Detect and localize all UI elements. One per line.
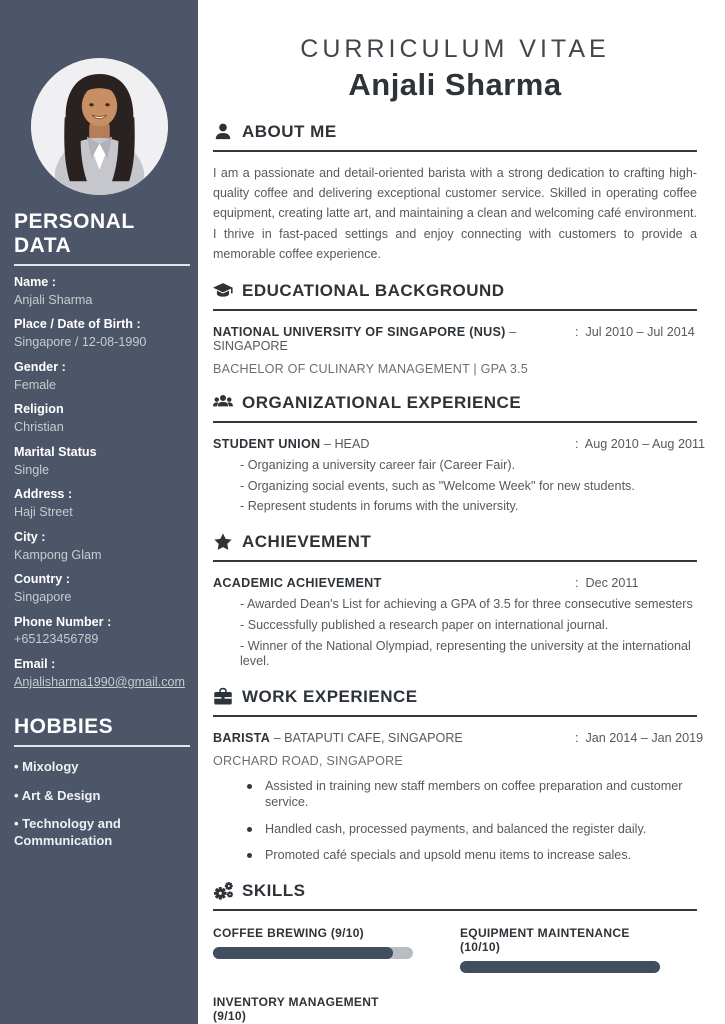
field-gender [14, 360, 190, 393]
bullet-item: - Represent students in forums with the university. [240, 499, 519, 514]
section-header [213, 532, 697, 562]
bullet-list [213, 779, 697, 864]
achievement-name: ACADEMIC ACHIEVEMENT [213, 576, 382, 591]
bullet-item [247, 779, 697, 810]
hobby-item: • Mixology [14, 759, 190, 776]
field-value: Female [14, 377, 56, 392]
bullet-item: - Successfully published a research paper on international journal. [240, 617, 609, 632]
email-link[interactable]: Anjalisharma1990@gmail.com [14, 674, 185, 689]
field-value: Haji Street [14, 505, 73, 520]
bullet-dot [247, 784, 252, 789]
field-birth [14, 317, 190, 350]
field-country [14, 572, 190, 605]
sidebar [0, 0, 198, 1024]
section-organizational [213, 393, 706, 515]
field-label: Country : [14, 572, 70, 587]
avatar [31, 58, 168, 195]
field-name [14, 275, 190, 308]
field-email [14, 657, 190, 690]
section-header [213, 281, 697, 311]
section-title: ORGANIZATIONAL EXPERIENCE [242, 393, 522, 412]
sidebar-divider [14, 264, 190, 266]
field-value: Single [14, 462, 50, 477]
skills-grid [213, 926, 697, 1024]
skill-label: INVENTORY MANAGEMENT (9/10) [213, 995, 379, 1024]
field-value: Anjali Sharma [14, 292, 93, 307]
field-phone [14, 615, 190, 648]
field-marital-status [14, 445, 190, 478]
skill-equipment-maintenance [460, 926, 660, 973]
field-value: Christian [14, 420, 64, 435]
hobby-item: • Art & Design [14, 788, 190, 805]
work-entry [213, 731, 704, 746]
field-value: Singapore [14, 590, 72, 605]
bullet-list [213, 458, 697, 515]
skill-bar-track [460, 961, 660, 973]
organizational-entry [213, 437, 706, 451]
personal-data-title: PERSONAL DATA [14, 210, 135, 257]
job-title: BARISTA [213, 731, 271, 746]
sidebar-divider [14, 745, 190, 747]
section-work [213, 687, 704, 864]
main-content [198, 0, 725, 1024]
skill-label: EQUIPMENT MAINTENANCE (10/10) [460, 926, 630, 955]
document-title: CURRICULUM VITAE [300, 35, 610, 63]
field-label: Email : [14, 657, 56, 672]
section-title: SKILLS [242, 881, 306, 901]
section-title: WORK EXPERIENCE [242, 687, 418, 707]
entry-org [213, 437, 369, 451]
bullet-item: - Organizing social events, such as "Welcome Week" for new students. [240, 478, 635, 493]
employer-name: – BATAPUTI CAFE, SINGAPORE [270, 731, 463, 746]
entry-date: : Jul 2010 – Jul 2014 [575, 325, 695, 339]
graduation-cap-icon [213, 281, 233, 301]
achievement-entry [213, 576, 697, 590]
bullet-item [247, 822, 697, 838]
entry-org [213, 731, 463, 745]
field-label: City : [14, 529, 46, 544]
entry-date: : Aug 2010 – Aug 2011 [575, 437, 706, 451]
field-label: Gender : [14, 359, 66, 374]
bullet-item: - Awarded Dean's List for achieving a GPA of 3.5 for three consecutive semesters [240, 597, 693, 612]
hobby-item: • Technology and Communication [14, 816, 190, 850]
org-location: – SINGAPORE [213, 325, 517, 353]
user-icon [213, 122, 233, 142]
entry-org [213, 576, 382, 590]
skill-coffee-brewing [213, 926, 413, 973]
bullet-list [213, 597, 697, 670]
field-label: Religion [14, 402, 64, 417]
bullet-item [247, 848, 697, 864]
about-paragraph: I am a passionate and detail-oriented barista with a strong dedication to crafting high-quality coffee and delivering exceptional customer service. Skilled in operating coffee equipment, creating latte art, and maintaining a clean and welcoming café environment. I thrive in fast-paced settings and enjoy connecting with customers to provide a memorable coffee experience. [213, 165, 697, 261]
briefcase-icon [213, 687, 233, 707]
section-title: EDUCATIONAL BACKGROUND [242, 281, 505, 300]
org-role: – HEAD [320, 437, 370, 451]
section-achievement [213, 532, 697, 670]
section-skills [213, 881, 697, 1024]
field-religion [14, 402, 190, 435]
field-value: Kampong Glam [14, 547, 102, 562]
education-entry [213, 325, 697, 353]
section-header [213, 687, 697, 717]
section-about [213, 122, 697, 264]
field-label: Name : [14, 275, 56, 289]
gears-icon [213, 881, 233, 901]
skill-label: COFFEE BREWING (9/10) [213, 926, 364, 941]
section-header [213, 393, 697, 423]
entry-org [213, 325, 575, 353]
bullet-dot [247, 827, 252, 832]
section-header [213, 881, 697, 911]
field-label: Address : [14, 487, 73, 502]
org-name: STUDENT UNION [213, 437, 321, 451]
bullet-text: Handled cash, processed payments, and balanced the register daily. [265, 821, 647, 836]
bullet-text: Assisted in training new staff members on coffee preparation and customer service. [265, 779, 683, 809]
field-city [14, 530, 190, 563]
field-value: Singapore / 12-08-1990 [14, 335, 147, 350]
field-label: Place / Date of Birth : [14, 317, 141, 332]
candidate-name: Anjali Sharma [348, 67, 562, 102]
bullet-text: Promoted café specials and upsold menu items to increase sales. [265, 848, 632, 863]
skill-bar-fill [460, 961, 660, 973]
star-icon [213, 532, 233, 552]
skill-inventory-management [213, 995, 413, 1024]
bullet-dot [247, 853, 252, 858]
section-education [213, 281, 697, 376]
users-icon [213, 393, 233, 413]
section-header [213, 122, 697, 152]
field-label: Phone Number : [14, 614, 112, 629]
hobbies-title: HOBBIES [14, 714, 114, 738]
section-title: ABOUT ME [242, 121, 337, 141]
cv-header [213, 34, 697, 105]
bullet-item: - Winner of the National Olympiad, representing the university at the international level. [240, 638, 691, 669]
bullet-item: - Organizing a university career fair (Career Fair). [240, 458, 516, 472]
work-location: ORCHARD ROAD, SINGAPORE [213, 754, 404, 769]
field-label: Marital Status [14, 444, 97, 459]
field-value: +65123456789 [14, 632, 99, 647]
entry-date: : Dec 2011 [575, 576, 639, 591]
skill-bar-track [213, 947, 413, 959]
entry-date: : Jan 2014 – Jan 2019 [575, 731, 704, 746]
skill-bar-fill [213, 947, 393, 959]
org-name: NATIONAL UNIVERSITY OF SINGAPORE (NUS) [213, 325, 506, 339]
field-address [14, 487, 190, 520]
section-title: ACHIEVEMENT [242, 532, 372, 552]
degree-subtitle: BACHELOR OF CULINARY MANAGEMENT | GPA 3.5 [213, 362, 528, 376]
profile-photo [31, 58, 168, 195]
